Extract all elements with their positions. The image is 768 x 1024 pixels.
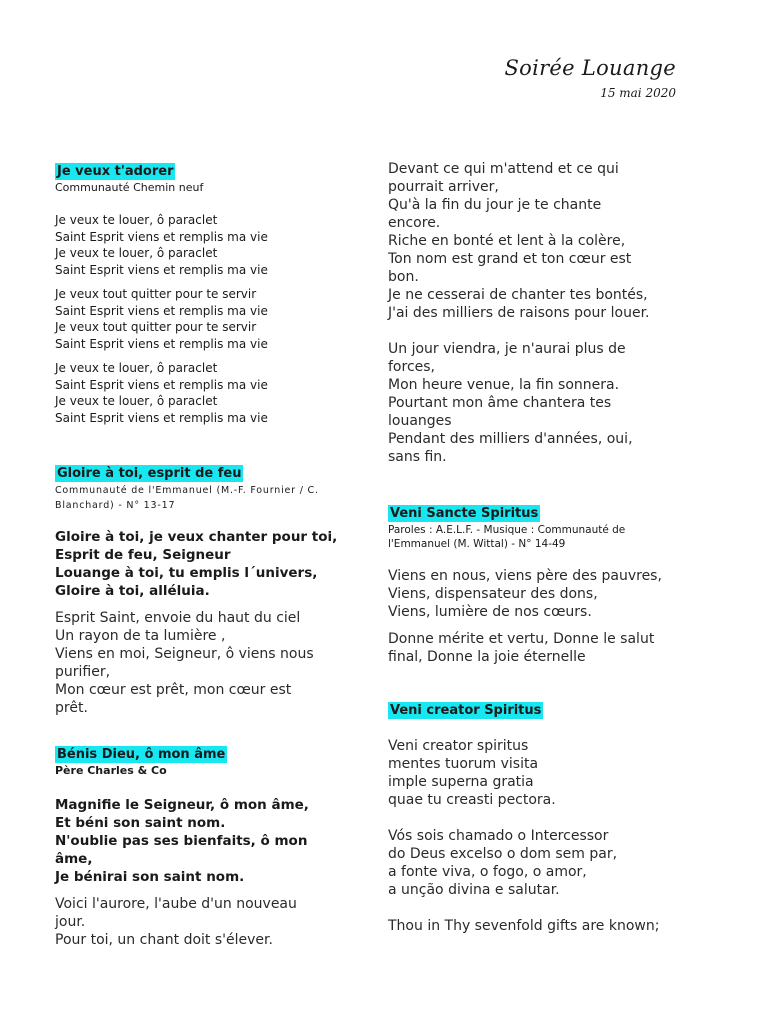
lyric-line: forces, <box>388 359 435 375</box>
lyric-line: Vós sois chamado o Intercessor <box>388 828 609 844</box>
verse <box>388 630 688 666</box>
lyric-line: bon. <box>388 269 419 285</box>
lyric-line: Riche en bonté et lent à la colère, <box>388 233 626 249</box>
song-title: Gloire à toi, esprit de feu <box>57 466 242 481</box>
lyric-line: Viens en moi, Seigneur, ô viens nous <box>55 646 314 662</box>
lyric-line: Je veux te louer, ô paraclet <box>55 213 218 227</box>
lyric-line: Veni creator spiritus <box>388 738 529 754</box>
lyric-line: quae tu creasti pectora. <box>388 792 556 808</box>
lyric-line: Mon heure venue, la fin sonnera. <box>388 377 620 393</box>
lyric-line: Magnifie le Seigneur, ô mon âme, <box>55 797 309 813</box>
lyric-line: encore. <box>388 215 441 231</box>
lyric-line: Pourtant mon âme chantera tes <box>388 395 612 411</box>
lyric-line: Saint Esprit viens et remplis ma vie <box>55 336 268 351</box>
lyric-line: Ton nom est grand et ton cœur est <box>388 251 632 267</box>
song-title: Bénis Dieu, ô mon âme <box>57 747 226 762</box>
lyric-line: Je veux tout quitter pour te servir <box>55 320 257 334</box>
lyric-line: Et béni son saint nom. <box>55 815 226 831</box>
verse <box>388 737 688 809</box>
lyric-line: a unção divina e salutar. <box>388 882 560 898</box>
verse <box>388 917 688 935</box>
song-credit: Communauté Chemin neuf <box>55 181 204 194</box>
page-header <box>504 56 676 100</box>
left-column <box>55 160 355 949</box>
lyric-line: a fonte viva, o fogo, o amor, <box>388 864 587 880</box>
verse <box>388 340 688 466</box>
song-veni-sancte-spiritus <box>388 502 688 666</box>
page-title: Soirée Louange <box>504 56 676 80</box>
lyric-line: Je veux te louer, ô paraclet <box>55 361 218 375</box>
lyric-line: Qu'à la fin du jour je te chante <box>388 197 602 213</box>
lyric-line: Gloire à toi, alléluia. <box>55 583 210 599</box>
lyric-line: final, Donne la joie éternelle <box>388 649 586 665</box>
stanza <box>55 212 355 278</box>
lyric-line: Esprit Saint, envoie du haut du ciel <box>55 610 301 626</box>
lyric-line: prêt. <box>55 700 88 716</box>
stanza <box>55 360 355 426</box>
song-je-veux-t-adorer <box>55 160 355 426</box>
lyric-line: âme, <box>55 851 93 867</box>
verse <box>388 827 688 899</box>
lyric-line: do Deus excelso o dom sem par, <box>388 846 618 862</box>
lyric-line: Saint Esprit viens et remplis ma vie <box>55 262 268 277</box>
song-title: Veni creator Spiritus <box>390 703 542 718</box>
verse <box>55 895 355 949</box>
lyric-line: Louange à toi, tu emplis l´univers, <box>55 565 318 581</box>
lyric-line: Devant ce qui m'attend et ce qui <box>388 161 619 177</box>
lyric-line: Pendant des milliers d'années, oui, <box>388 431 633 447</box>
lyric-line: Saint Esprit viens et remplis ma vie <box>55 410 268 425</box>
lyric-line: Je veux te louer, ô paraclet <box>55 246 218 260</box>
verse <box>388 160 688 322</box>
lyric-line: Esprit de feu, Seigneur <box>55 547 231 563</box>
song-credit: Paroles : A.E.L.F. - Musique : Communauté de l'Emmanuel (M. Wittal) - N° 14-49 <box>388 524 626 550</box>
chorus <box>55 528 355 600</box>
lyric-line: Un jour viendra, je n'aurai plus de <box>388 341 626 357</box>
song-title: Je veux t'adorer <box>57 164 174 179</box>
lyric-line: Thou in Thy sevenfold gifts are known; <box>388 918 660 934</box>
lyric-line: Viens en nous, viens père des pauvres, <box>388 568 662 584</box>
lyric-line: N'oublie pas ses bienfaits, ô mon <box>55 833 308 849</box>
song-veni-creator-spiritus <box>388 699 688 935</box>
lyric-line: Je ne cesserai de chanter tes bontés, <box>388 287 648 303</box>
lyric-line: Voici l'aurore, l'aube d'un nouveau <box>55 896 297 912</box>
lyric-line: jour. <box>55 914 86 930</box>
lyric-line: imple superna gratia <box>388 774 534 790</box>
lyric-line: pourrait arriver, <box>388 179 499 195</box>
right-column <box>388 160 688 935</box>
lyric-line: Gloire à toi, je veux chanter pour toi, <box>55 529 338 545</box>
lyric-line: Pour toi, un chant doit s'élever. <box>55 932 273 948</box>
lyric-line: J'ai des milliers de raisons pour louer. <box>388 305 650 321</box>
page-date: 15 mai 2020 <box>600 86 676 100</box>
lyric-line: Saint Esprit viens et remplis ma vie <box>55 229 268 244</box>
lyric-line: sans fin. <box>388 449 447 465</box>
lyric-line: Saint Esprit viens et remplis ma vie <box>55 303 268 318</box>
verse <box>55 609 355 717</box>
lyric-line: louanges <box>388 413 452 429</box>
verse <box>388 567 688 621</box>
song-benis-dieu <box>55 743 355 949</box>
lyric-line: Je veux te louer, ô paraclet <box>55 394 218 408</box>
song-credit: Communauté de l'Emmanuel (M.-F. Fournier / C. Blanchard) - N° 13-17 <box>55 485 319 511</box>
lyric-line: mentes tuorum visita <box>388 756 539 772</box>
lyric-line: Mon cœur est prêt, mon cœur est <box>55 682 292 698</box>
lyric-line: Je veux tout quitter pour te servir <box>55 287 257 301</box>
lyric-line: Je bénirai son saint nom. <box>55 869 245 885</box>
lyric-line: Un rayon de ta lumière , <box>55 628 226 644</box>
lyric-line: Viens, dispensateur des dons, <box>388 586 598 602</box>
lyric-line: Donne mérite et vertu, Donne le salut <box>388 631 655 647</box>
song-credit: Père Charles & Co <box>55 764 167 777</box>
chorus <box>55 796 355 886</box>
stanza <box>55 286 355 352</box>
song-title: Veni Sancte Spiritus <box>390 506 539 521</box>
lyric-line: Saint Esprit viens et remplis ma vie <box>55 377 268 392</box>
song-gloire-a-toi <box>55 462 355 717</box>
lyric-line: purifier, <box>55 664 111 680</box>
lyric-line: Viens, lumière de nos cœurs. <box>388 604 592 620</box>
